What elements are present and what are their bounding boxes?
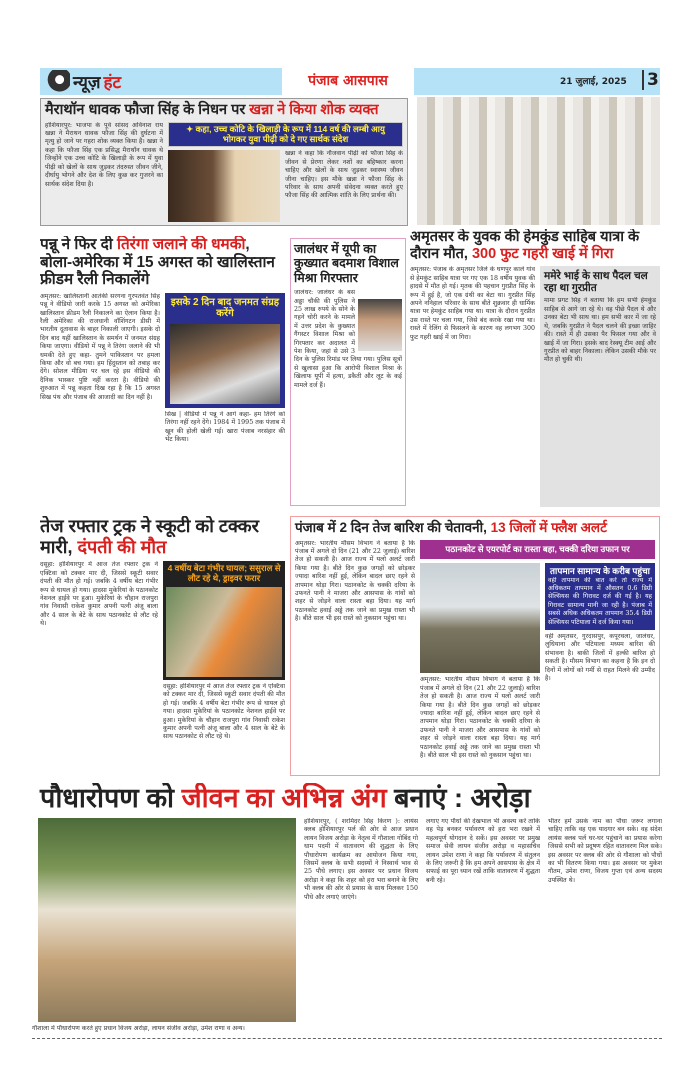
eagle-logo-icon [44,70,70,94]
page-number: 3 [642,70,659,90]
issue-date: 21 जुलाई, 2025 [560,77,627,87]
article-column: होशियारपुर, ( शरमिंदर सिंह किरण ): लायंस क्लब होशियारपुर पर्ल की ओर से आज प्रधान लायन विजय अरोड़ा के नेतृत्व में गौशाला गोबिंद गो धाम पदमी में वातावरण की शुद्धता के लिए पौधारोपण कार्यक्रम का आयोजन किया गया, जिसमें क्लब के सभी सदस्यों ने निस्वार्थ भाव से 25 पौधे लगाए। इस अवसर पर प्रधान विजय अरोड़ा ने कहा कि शहर को हरा भरा बनाने के लिए भी क्लब की ओर से प्रयास के साथ मिलकर 150 पौधे और लगाएं जाएंगे। [304,818,418,901]
box-title: तापमान सामान्य के करीब पहुंचा [550,566,650,577]
box-photo [170,324,280,404]
article-body: अमृतसर: भारतीय मौसम विभाग ने बताया है कि पंजाब में अगले दो दिन (21 और 22 जुलाई) बारिश तेज हो सकती है। आज राज्य में यलो अलर्ट जारी किया गया है। बीते दिन कुछ जगहों को छोड़कर ज्यादा बारिश नहीं हुई, लेकिन बादल छाए रहने से तापमान थोड़ा गिरा। पठानकोट के चक्की दरिया के उफनते पानी ने माजरा और आसपास के गांवों को शहर से जोड़ने वाला रास्ता बहा दिया। यह मार्ग पठानकोट हवाई अड्डे तक जाने का प्रमुख रास्ता भी है। बीते साल भी इस रास्ते को नुकसान पहुंचा था। [295,539,415,623]
article-body: सिख | वीडियो में पन्नू ने आगे कहा- हम तिरंगे को तिरंगा नहीं रहने देंगे। 1984 में 1995 तक पंजाब में खून की होली खेली गई। खारा पंजाब नरसंहार की भेंट किया। [165,410,285,443]
article-amritsar-youth [410,229,660,507]
section-title: पंजाब आसपास [282,68,414,95]
logo-text: न्यूज़ [73,73,101,93]
info-box [165,293,285,408]
crowd-photo [417,97,660,225]
article-body: वहीं अमृतसर, गुरदासपुर, कपूरथला, जालंधर, लुधियाना और पटियाला मध्यम बारिश की संभावना है। बाकी जिलों में हल्की बारिश हो सकती है। मौसम विभाग का कहना है कि इन दो दिनों में लोगों को गर्मी से राहत मिलने की उम्मीद है। [545,632,655,682]
sidebar-box [540,266,660,507]
article-body-wrap [294,289,402,502]
headline: पंजाब में 2 दिन तेज बारिश की चेतावनी, 13 जिलों में फ्लैश अलर्ट [295,520,607,535]
article-jalandhar [290,238,406,506]
article-body: अमृतसर: पंजाब के अमृतसर जिले के घणपुर काले गांव से हेमकुंट साहिब यात्रा पर गए एक 18 वर्षीय युवक की हादसे में मौत हो गई। मृतक की पहचान गुरप्रीत सिंह के रूप में हुई है, जो एक ग्रंथी का बेटा था। गुरप्रीत सिंह अपने ननिहाल परिवार के साथ बीते शुक्रवार ही धार्मिक यात्रा पर हेमकुंट साहिब गया था। यात्रा के दौरान गुरप्रीत उस रास्ते पर चला गया, जिसे बंद करके रखा गया था। रास्ते में रेलिंग से फिसलने के कारण वह लगभग 300 फुट गहरी खाई में जा गिरा। [410,266,535,341]
article-fauja-singh [40,98,408,226]
subhead-box: ✦ कहा, उच्च कोटि के खिलाड़ी के रूप में 114 वर्ष की लम्बी आयु भोगकर युवा पीढ़ी को दे गए सार्थक संदेश [168,122,403,148]
subhead-bar: पठानकोट से एयरपोर्ट का रास्ता बहा, चक्की दरिया उफान पर [420,540,655,560]
article-rain [290,516,660,776]
headline: पौधारोपण को जीवन का अभिन्न अंग बनाएं : अरोड़ा [40,783,531,813]
box-title: ममेरे भाई के साथ पैदल चल रहा था गुरप्रीत [544,270,648,295]
accident-photo [166,587,282,677]
logo [44,68,121,95]
flood-photo [420,563,540,673]
box-title: इसके 2 दिन बाद जनमत संग्रह करेंगे [170,296,280,320]
headline: अमृतसर के युवक की हेमकुंड साहिब यात्रा के दौरान मौत, 300 फुट गहरी खाई में गिरा [410,229,640,262]
headline: पन्नू ने फिर दी तिरंगा जलाने की धमकी, बोला-अमेरिका में 15 अगस्त को खालिस्तान फ्रीडम रैली निकालेंगे [40,236,275,289]
article-column: लगाए गए पौधों की देखभाल भी अवश्य करें ताकि वह पेड़ बनकर पर्यावरण को हरा भरा रखने में महत्वपूर्ण योगदान दे सकें। इस अवसर पर प्रमुख समाज सेवी लायन संजीव अरोड़ा व महासचिव लायन उमेश राणा ने कहा कि पर्यावरण में संतुलन के लिए जरूरी है कि हम अपने आसपास के क्षेत्र में सफाई का पूरा ध्यान रखें ताकि वातावरण में शुद्धता बनी रहे। [426,818,540,884]
article-plantation [32,783,662,1033]
box-body: मामा प्रगट सिंह ने बताया कि हम सभी हेमकुंड साहिब से आगे जा रहे थे। वह पीछे पैदल थे और उनका बेटा भी साथ था। हम सभी कार में जा रहे थे, जबकि गुरप्रीत ने पैदल चलने की इच्छा जाहिर की। रास्ते में ही उसका पैर फिसल गया और वे खाई में जा गिरा। इसके बाद रेस्क्यू टीम आई और गुरप्रीत को बाहर निकाला। लेकिन उसकी मौके पर मौत हो चुकी थी। [544,297,656,364]
article-body: अमृतसर: भारतीय मौसम विभाग ने बताया है कि पंजाब में अगले दो दिन (21 और 22 जुलाई) बारिश तेज हो सकती है। आज राज्य में यलो अलर्ट जारी किया गया है। बीते दिन कुछ जगहों को छोड़कर ज्यादा बारिश नहीं हुई, लेकिन बादल छाए रहने से तापमान थोड़ा गिरा। पठानकोट के चक्की दरिया के उफनते पानी ने माजरा और आसपास के गांवों को शहर से जोड़ने वाला रास्ता बहा दिया। यह मार्ग पठानकोट हवाई अड्डे तक जाने का प्रमुख रास्ता भी है। बीते साल भी इस रास्ते को नुकसान पहुंचा था। [420,676,540,760]
article-body: दसूहा: होशियारपुर में आज तेज रफ्तार ट्रक ने एक्टिवा को टक्कर मार दी, जिससे स्कूटी सवार दंपती की मौत हो गई। जबकि 4 वर्षीय बेटा गंभीर रूप से घायल हो गया। हादसा मुकेरियां के पठानकोट नेशनल हाईवे पर हुआ। मुकेरियां के चौहान राजपुरा गांव निवासी राकेश कुमार अपनी पत्नी अंजू बाला और 4 साल के बेटे के साथ पठानकोट से लौट रहे थे। [40,561,158,628]
article-body: खन्ना ने कहा कि नौजवान पीढ़ी को फौजा सिंह के जीवन से प्रेरणा लेकर नशों का बहिष्कार करना चाहिए और खेलों के साथ जुड़कर स्वास्थ्य जीवन जीना चाहिए। इस मौके खन्ना ने फौजा सिंह के परिवार के साथ अपनी संवेदना व्यक्त करते हुए फौजा सिंह की आत्मिक शांति के लिए प्रार्थना की। [285,150,403,200]
article-column: भीतर हमें उसके नाम का पौधा जरूर लगाना चाहिए ताकि वह एक यादगार बन सके। वह संदेश लायंस क्लब पर्ल घर-घर पहुंचाने का प्रयास करेगा जिससे सभी को प्रदूषण रहित वातावरण मिल सके। इस अवसर पर क्लब की ओर से गौशाला को पौधों का भी वितरण किया गया। इस अवसर पर मुकेश गौतम, उमेश राणा, विजय गुप्ता एवं अन्य सदस्य उपस्थित थे। [548,818,662,884]
article-truck [40,516,285,776]
plantation-photo [38,818,296,1022]
cut-line [32,1038,662,1039]
logo-accent: हंट [103,73,122,93]
photo-caption: गौशाला में पौधारोपण करते हुए प्रधान विजय अरोड़ा, लायन संजीव अरोड़ा, उमेश राणा व अन्य। [32,1024,245,1032]
article-pannu [40,236,285,506]
info-box [163,561,285,680]
box-title: 4 वर्षीय बेटा गंभीर घायल; ससुराल से लौट रहे थे, ड्राइवर फरार [167,563,281,584]
article-body: दसूहा: होशियारपुर में आज तेज रफ्तार ट्रक ने एक्टिवा को टक्कर मार दी, जिससे स्कूटी सवार दंपती की मौत हो गई। जबकि 4 वर्षीय बेटा गंभीर रूप से घायल हो गया। हादसा मुकेरियां के पठानकोट नेशनल हाईवे पर हुआ। मुकेरियां के चौहान राजपुरा गांव निवासी राकेश कुमार अपनी पत्नी अंजू बाला और 4 साल के बेटे के साथ पठानकोट से लौट रहे थे। [163,682,285,741]
article-body: होशियारपुर: भाजपा के पूर्व सांसद अविनाश राय खन्ना ने मैराथन धावक फौजा सिंह की दुर्घटना में मृत्यु हो जाने पर गहरा शोक व्यक्त किया है। खन्ना ने कहा कि फौजा सिंह एक प्रसिद्ध मैराथॉन धावक थे जिन्होंने एक उच्च कोटि के खिलाड़ी के रूप में युवा पीढ़ी को खेलों के साथ जुड़कर तंदरुस्त जीवन जीने, दीर्घायु भोगने और देश के लिए कुछ कर गुजरने का सार्थक संदेश दिया है। [45,121,163,188]
headline: जालंधर में यूपी का कुख्यात बदमाश विशाल मिश्रा गिरफ्तार [294,242,399,285]
suspect-photo [358,299,402,351]
article-body: अमृतसर: खालिस्तानी आतंकी सरगना गुरपतवंत सिंह पन्नू ने वीडियो जारी करके 15 अगस्त को अमेरिका खालिस्तान फ्रीडम रैली निकालने का ऐलान किया है। रैली अमेरिका की राजधानी वॉशिंगटन डीसी में भारतीय दूतावास के बाहर निकाली जाएगी। इसके दो दिन बाद यहीं खालिस्तान के समर्थन में जनमत संग्रह किया जाएगा। वीडियो में पन्नू ने तिरंगा जलाने की भी धमकी देते हुए कहा- तुमने पाकिस्तान पर हमला किया और वो बच गया। हम हिंदुस्तान को तबाह कर देंगे। सोशल मीडिया पर चल रहे इस वीडियो की दैनिक भास्कर पुष्टि नहीं करता है। वीडियो की शुरुआत में पन्नू कहता दिख रहा है कि 15 अगस्त सिख पंथ और पंजाब की आजादी का दिन नहीं है। [40,292,160,401]
article-body: जालंधर: जालंधर के बस अड्डा चौकी की पुलिस ने 25 लाख रुपये के सोने के गहने चोरी करने के मामले में उत्तर प्रदेश के कुख्यात गैंगस्टर विशाल मिश्रा को गिरफ्तार कर अदालत में पेश किया, जहां से उसे 3 दिन के पुलिस रिमांड पर लिया गया। पुलिस सूत्रों से खुलासा हुआ कि आरोपी विशाल मिश्रा के खिलाफ यूपी में हत्या, डकैती और लूट के कई मामले दर्ज हैं। [294,289,402,389]
box-body: वहीं तापमान की बात करें तो राज्य में अधिकतम तापमान में औसतन 0.6 डिग्री सेल्सियस की गिरावट दर्ज की गई है। यह गिरावट सामान्य मानी जा रही है। पंजाब में सबसे अधिक अधिकतम तापमान 35.4 डिग्री सेल्सियस पटियाला में दर्ज किया गया। [548,576,652,626]
article-photo [168,150,280,222]
headline: मैराथॉन धावक फौजा सिंह के निधन पर खन्ना ने किया शोक व्यक्त [45,102,379,118]
headline: तेज रफ्तार ट्रक ने स्कूटी को टक्कर मारी, दंपती की मौत [40,516,259,557]
temperature-box [545,563,655,630]
